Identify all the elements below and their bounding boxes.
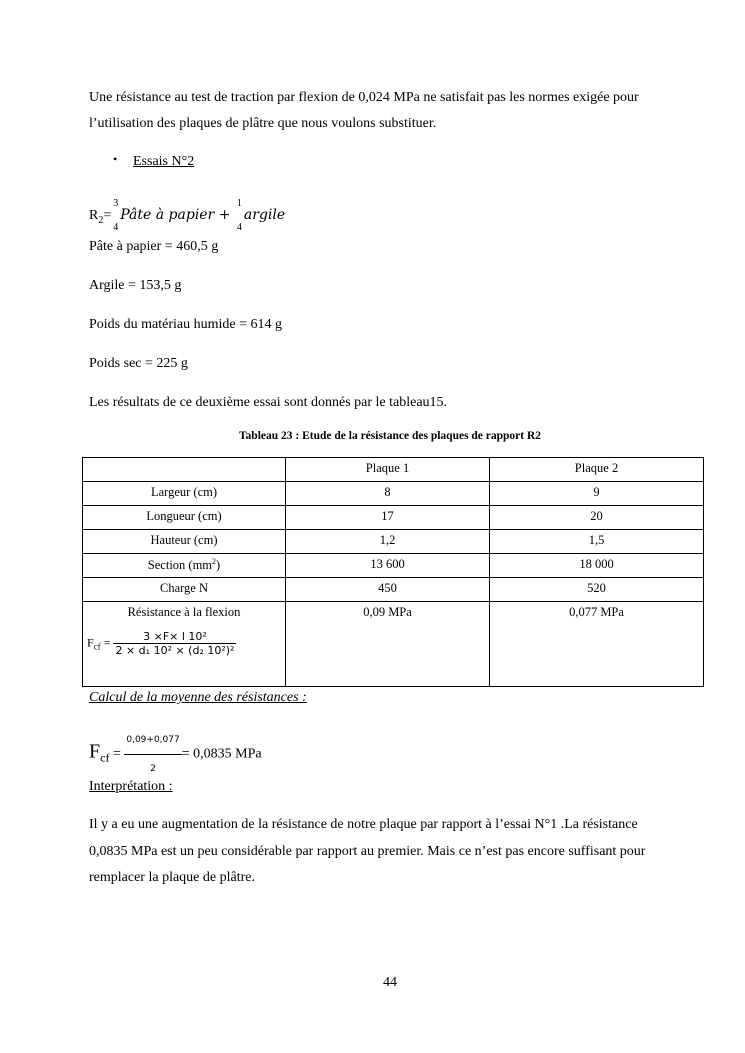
table-cell: 1,5 (490, 530, 704, 554)
table-header-row (83, 458, 704, 482)
bullet-label: Essais N°2 (133, 154, 195, 169)
table-cell (83, 554, 286, 578)
table-cell: Charge N (83, 578, 286, 602)
table-row (83, 578, 704, 602)
intro-line-1: Une résistance au test de traction par flexion de 0,024 MPa ne satisfait pas les normes exigée pour (89, 90, 639, 105)
table-cell: 18 000 (490, 554, 704, 578)
interpretation-line-3: remplacer la plaque de plâtre. (89, 870, 255, 885)
table-header-cell: Plaque 1 (286, 458, 490, 482)
table-cell: 17 (286, 506, 490, 530)
table-row (83, 482, 704, 506)
mean-result: = 0,0835 MPa (181, 746, 262, 762)
value-poids-humide: Poids du matériau humide = 614 g (89, 317, 282, 332)
table-cell: 9 (490, 482, 704, 506)
table-cell: Longueur (cm) (83, 506, 286, 530)
flexion-formula-sub: cf (93, 641, 101, 652)
table-cell: 1,2 (286, 530, 490, 554)
r2-lhs-sub: 2 (98, 215, 104, 227)
r2-lhs: R (89, 208, 99, 224)
table-cell: 0,09 MPa (286, 602, 490, 687)
results-intro: Les résultats de ce deuxième essai sont donnés par le tableau15. (89, 395, 448, 410)
value-argile: Argile = 153,5 g (89, 278, 182, 293)
r2-frac-1-den: 4 (113, 222, 119, 233)
r2-term-1: Pâte à papier + (120, 207, 235, 224)
table-cell: 0,077 MPa (490, 602, 704, 687)
r2-term-2: argile (243, 207, 286, 224)
value-poids-sec: Poids sec = 225 g (89, 356, 188, 371)
flexion-label: Résistance à la flexion (127, 605, 241, 619)
r2-eq: = (103, 208, 112, 224)
r2-frac-2-den: 4 (236, 222, 242, 233)
interpretation-heading: Interprétation : (89, 779, 173, 794)
flexion-formula-lhs: F (87, 635, 94, 650)
mean-lhs: F (89, 740, 101, 763)
section-close: ) (216, 558, 221, 573)
table-cell: Largeur (cm) (83, 482, 286, 506)
flexion-formula-num: 3 ×F× l 10² (113, 630, 236, 644)
r2-frac-1-num: 3 (113, 198, 119, 209)
table-cell: 13 600 (286, 554, 490, 578)
table-row (83, 506, 704, 530)
mean-num: 0,09+0,077 (124, 726, 181, 755)
table-cell: 450 (286, 578, 490, 602)
table-row (83, 554, 704, 578)
table-cell (83, 602, 286, 687)
intro-line-2: l’utilisation des plaques de plâtre que nous voulons substituer. (89, 116, 437, 131)
table-cell: Hauteur (cm) (83, 530, 286, 554)
interpretation-line-1: Il y a eu une augmentation de la résistance de notre plaque par rapport à l’essai N°1 .La résistance (89, 817, 638, 832)
r2-frac-2 (235, 192, 244, 240)
flexion-formula-eq: = (100, 635, 114, 650)
value-pate: Pâte à papier = 460,5 g (89, 239, 219, 254)
mean-den: 2 (150, 764, 156, 774)
r2-frac-2-num: 1 (236, 198, 242, 209)
mean-frac (124, 726, 181, 783)
section-label: Section (mm (147, 558, 213, 573)
table-header-cell (83, 458, 286, 482)
flexion-formula-frac (113, 630, 236, 657)
page-number: 44 (383, 975, 397, 990)
table-cell: 20 (490, 506, 704, 530)
table-caption: Tableau 23 : Etude de la résistance des plaques de rapport R2 (238, 430, 542, 442)
mean-formula (89, 726, 262, 783)
interpretation-line-2: 0,0835 MPa est un peu considérable par rapport au premier. Mais ce n’est pas encore suffisant pour (89, 844, 646, 859)
r2-formula (89, 192, 285, 240)
flexion-formula-den: 2 × d₁ 10² × (d₂ 10²)² (115, 644, 235, 657)
r2-frac-1 (111, 192, 120, 240)
table-row (83, 530, 704, 554)
table-cell: 520 (490, 578, 704, 602)
bullet-icon: • (113, 152, 118, 166)
table-cell: 8 (286, 482, 490, 506)
mean-heading: Calcul de la moyenne des résistances : (89, 690, 307, 705)
results-table (82, 457, 704, 687)
section-sup: 2 (212, 557, 217, 566)
mean-eq: = (109, 746, 125, 762)
table-header-cell: Plaque 2 (490, 458, 704, 482)
mean-lhs-sub: cf (100, 750, 110, 765)
flexion-formula (87, 630, 236, 657)
table-row (83, 602, 704, 687)
